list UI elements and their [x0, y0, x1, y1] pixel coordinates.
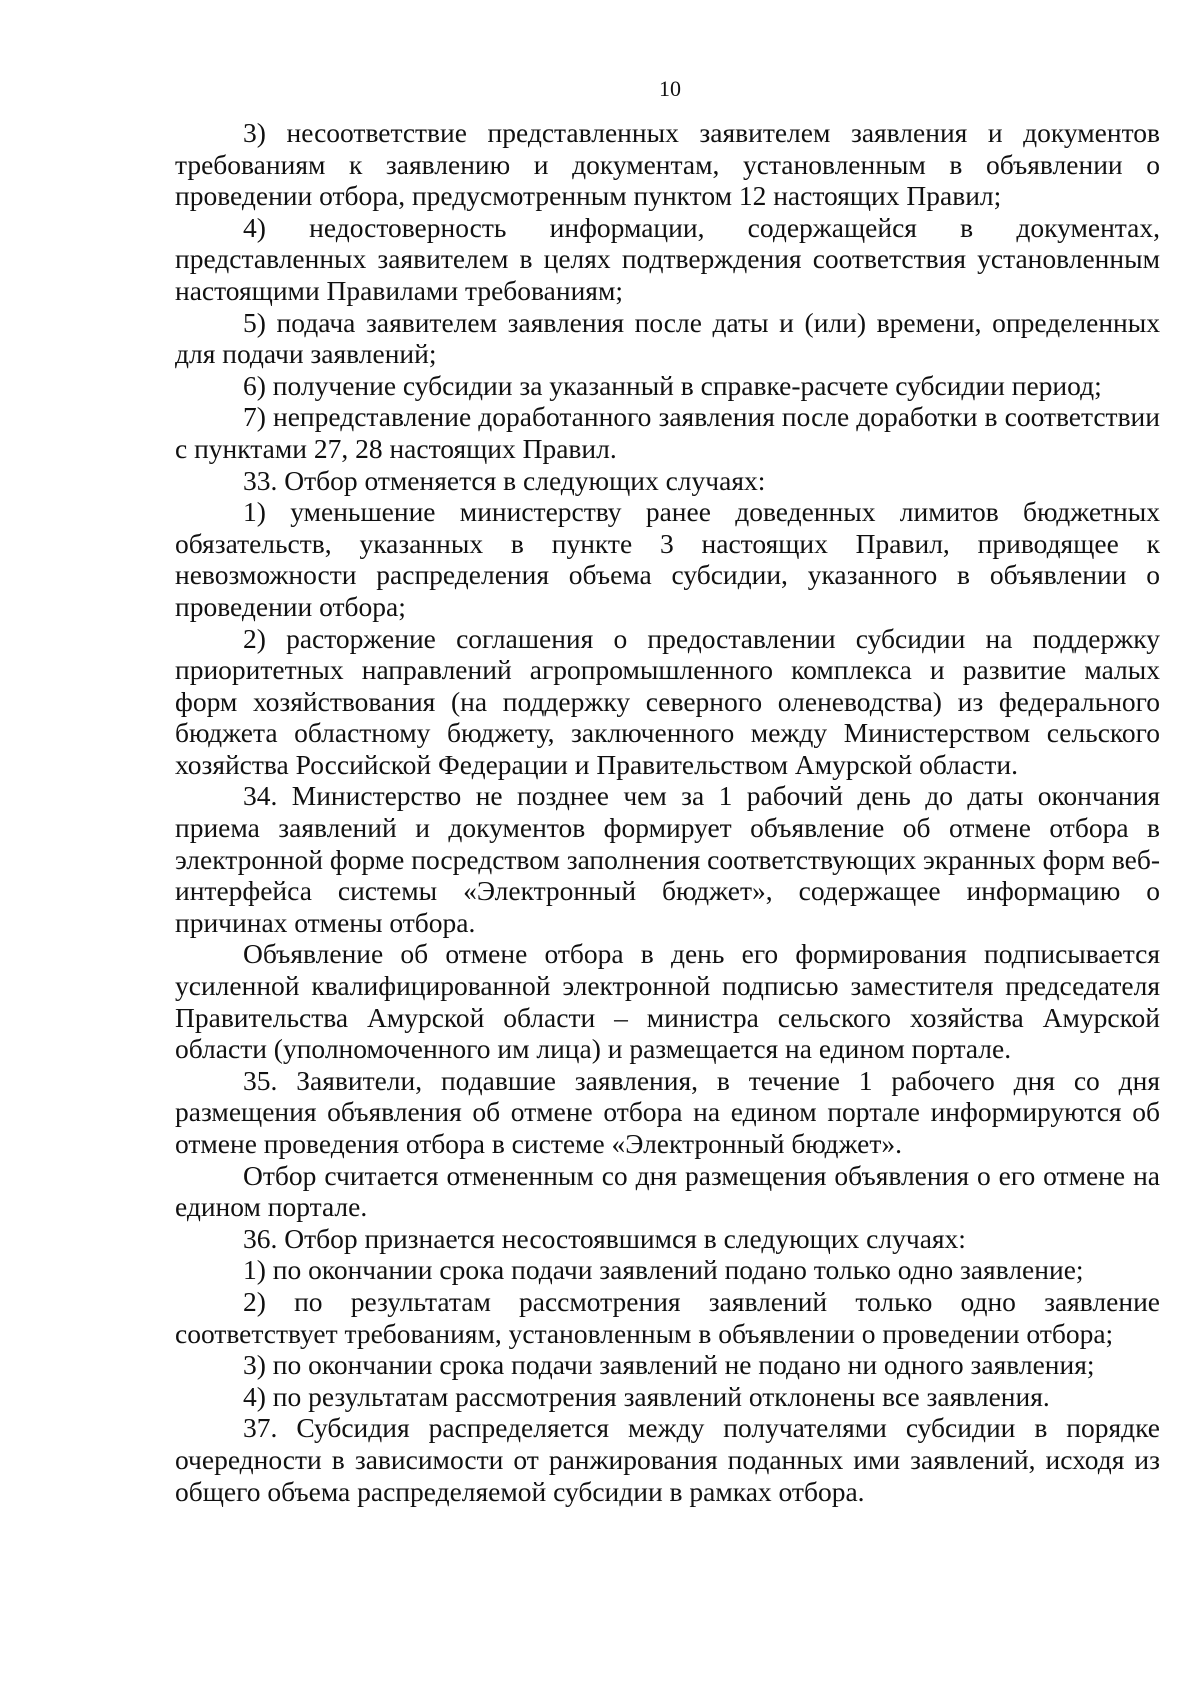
paragraph-34-signature: Объявление об отмене отбора в день его формирования подписывается усиленной квалифицированной электронной подписью заместителя председателя Правительства Амурской области – министра сельского хозяйства Амурской области (уполномоченного им лица) и размещается на едином портале. — [175, 938, 1160, 1065]
paragraph-34: 34. Министерство не позднее чем за 1 рабочий день до даты окончания приема заявлений и документов формирует объявление об отмене отбора в электронной форме посредством заполнения соответствующих экранных форм веб-интерфейса системы «Электронный бюджет», содержащее информацию о причинах отмены отбора. — [175, 780, 1160, 938]
document-body — [175, 117, 1160, 1507]
paragraph-33-2: 2) расторжение соглашения о предоставлении субсидии на поддержку приоритетных направлений агропромышленного комплекса и развитие малых форм хозяйствования (на поддержку северного оленеводства) из федерального бюджета областному бюджету, заключенного между Министерством сельского хозяйства Российской Федерации и Правительством Амурской области. — [175, 622, 1160, 780]
paragraph-35-cancelled: Отбор считается отмененным со дня размещения объявления о его отмене на едином портале. — [175, 1159, 1160, 1223]
paragraph-36-2: 2) по результатам рассмотрения заявлений только одно заявление соответствует требованиям, установленным в объявлении о проведении отбора; — [175, 1285, 1160, 1349]
page-number: 10 — [659, 76, 681, 101]
paragraph-36-3: 3) по окончании срока подачи заявлений не подано ни одного заявления; — [243, 1349, 1095, 1381]
paragraph-36-4: 4) по результатам рассмотрения заявлений отклонены все заявления. — [243, 1380, 1050, 1412]
paragraph-37: 37. Субсидия распределяется между получателями субсидии в порядке очередности в зависимости от ранжирования поданных ими заявлений, исходя из общего объема распределяемой субсидии в рамках отбора. — [175, 1412, 1160, 1507]
paragraph-35: 35. Заявители, подавшие заявления, в течение 1 рабочего дня со дня размещения объявления об отмене отбора на едином портале информируются об отмене проведения отбора в системе «Электронный бюджет». — [175, 1064, 1160, 1159]
paragraph-32-7: 7) непредставление доработанного заявления после доработки в соответствии с пунктами 27, 28 настоящих Правил. — [175, 401, 1160, 464]
paragraph-32-4: 4) недостоверность информации, содержащейся в документах, представленных заявителем в целях подтверждения соответствия установленным настоящими Правилами требованиям; — [175, 211, 1160, 306]
paragraph-36: 36. Отбор признается несостоявшимся в следующих случаях: — [243, 1222, 966, 1254]
paragraph-32-6: 6) получение субсидии за указанный в справке-расчете субсидии период; — [243, 369, 1102, 401]
paragraph-36-1: 1) по окончании срока подачи заявлений подано только одно заявление; — [243, 1254, 1084, 1286]
paragraph-32-5: 5) подача заявителем заявления после даты и (или) времени, определенных для подачи заявлений; — [175, 306, 1160, 370]
paragraph-33: 33. Отбор отменяется в следующих случаях: — [243, 464, 766, 496]
paragraph-32-3: 3) несоответствие представленных заявителем заявления и документов требованиям к заявлению и документам, установленным в объявлении о проведении отбора, предусмотренным пунктом 12 настоящих Правил; — [175, 117, 1160, 212]
paragraph-33-1: 1) уменьшение министерству ранее доведенных лимитов бюджетных обязательств, указанных в пункте 3 настоящих Правил, приводящее к невозможности распределения объема субсидии, указанного в объявлении о проведении отбора; — [175, 496, 1160, 622]
